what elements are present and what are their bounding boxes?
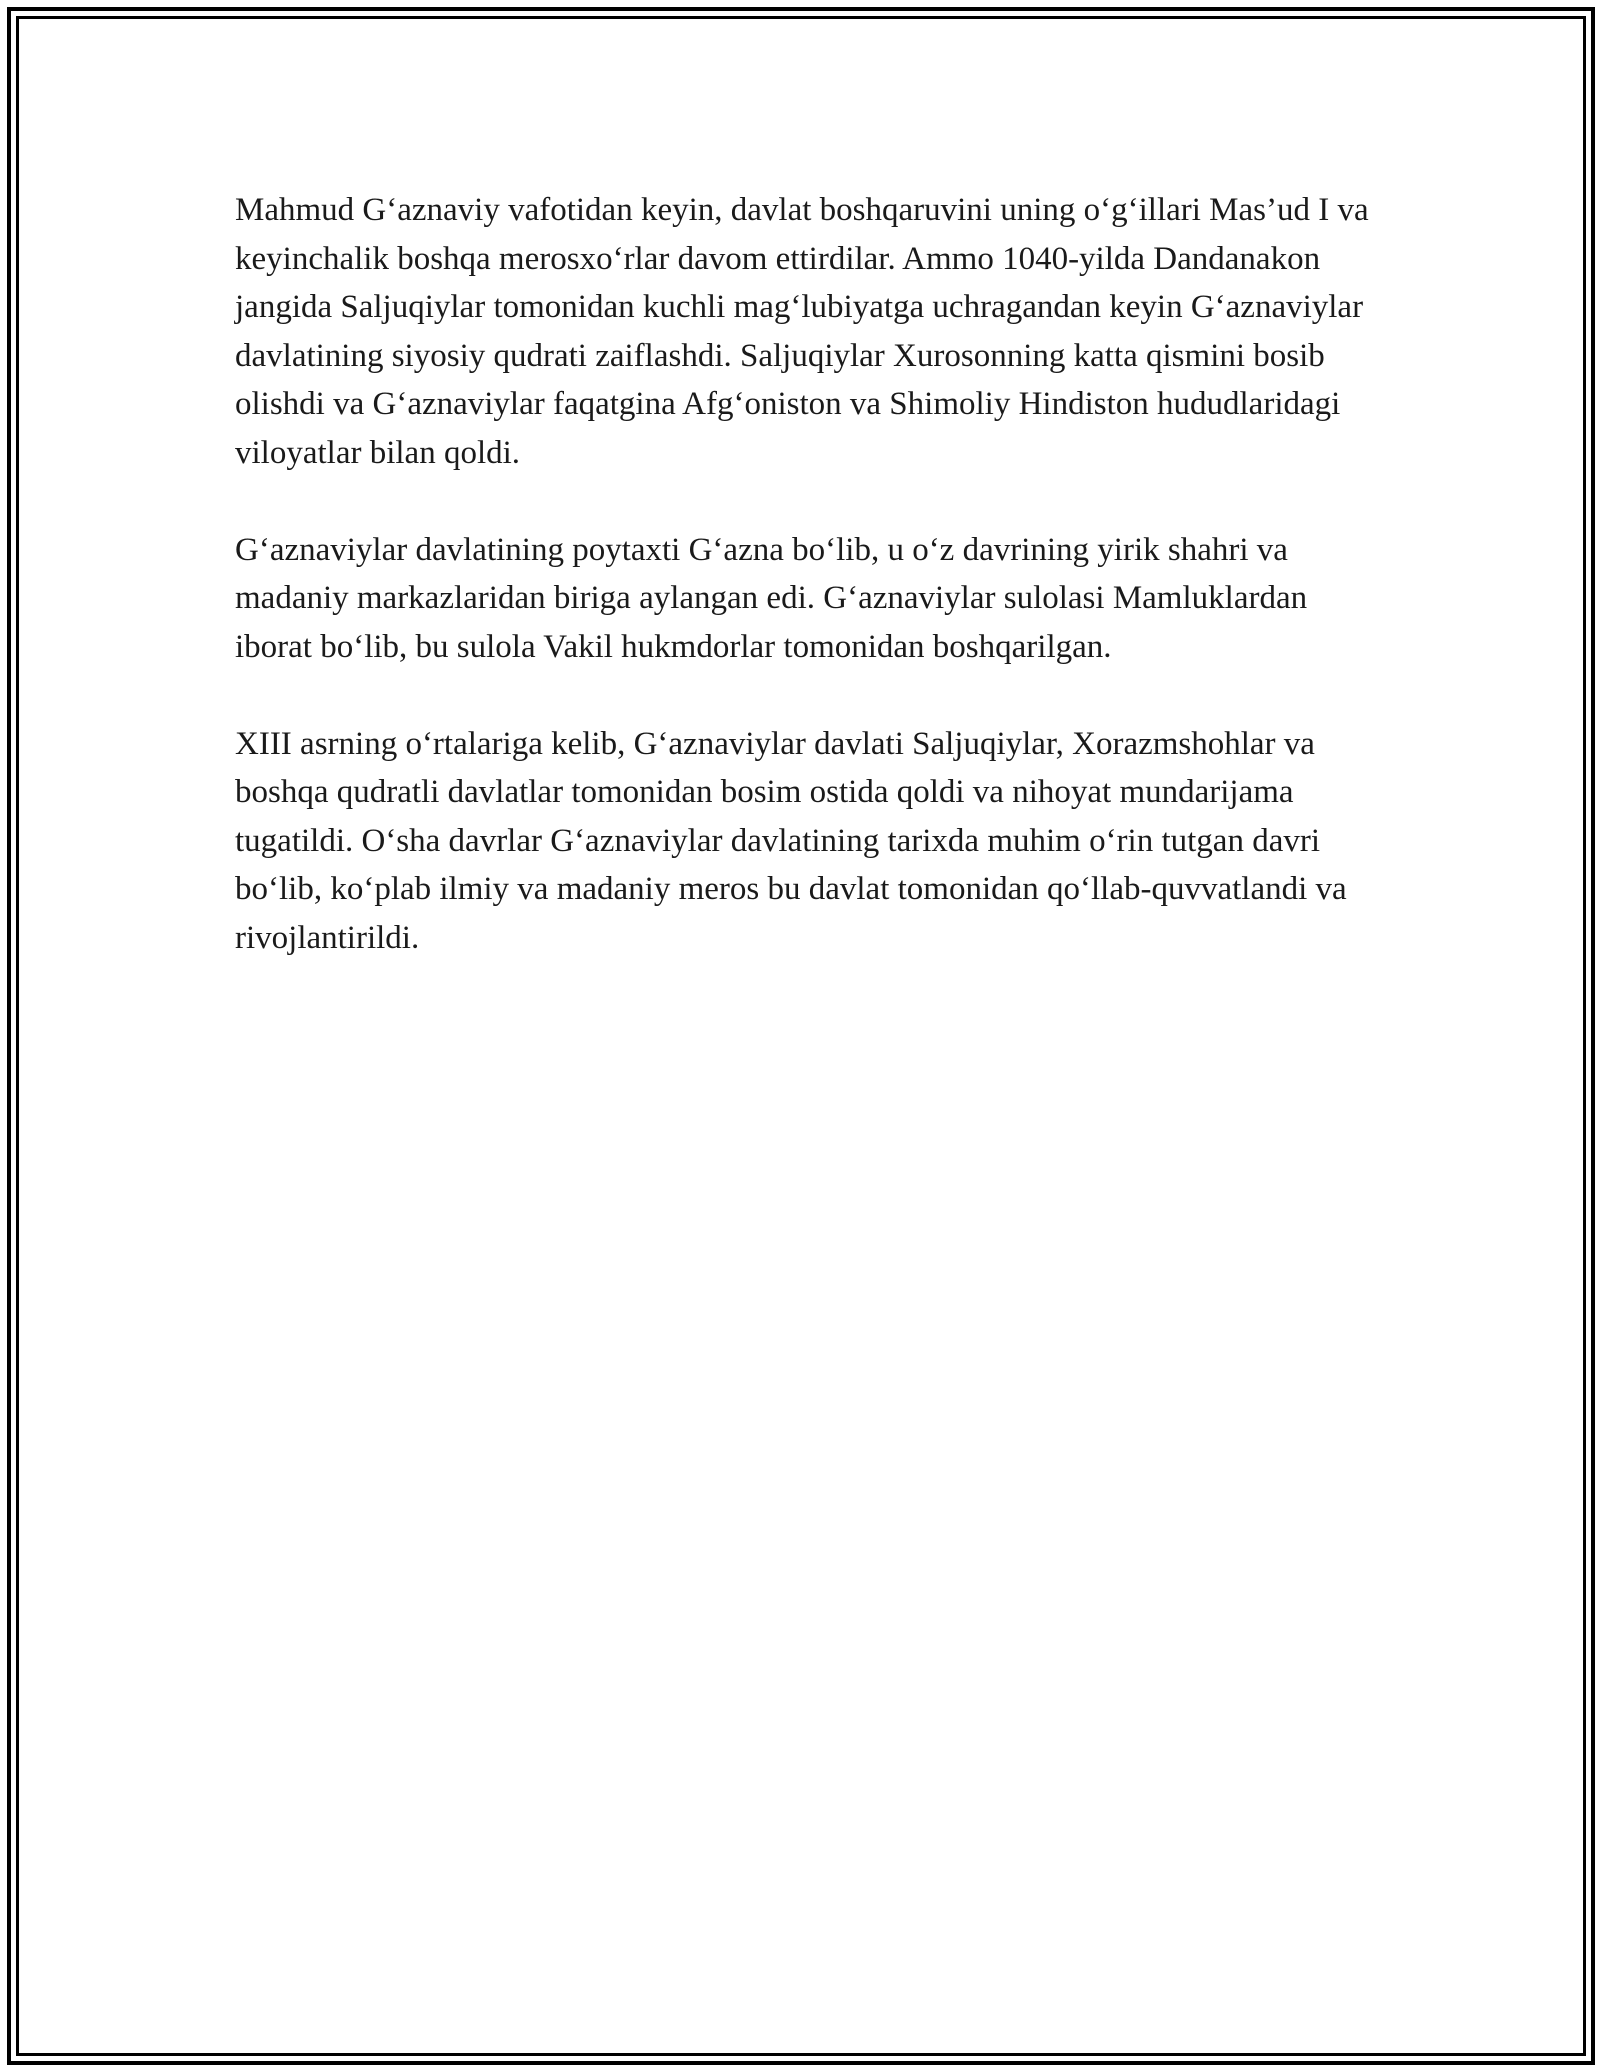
paragraph-1: Mahmud G‘aznaviy vafotidan keyin, davlat boshqaruvini uning o‘g‘illari Mas’ud I va keyinchalik boshqa merosxo‘rlar davom ettirdilar. Ammo 1040-yilda Dandanakon jangida Saljuqiylar tomonidan kuchli mag‘lubiyatga uchragandan keyin G‘aznaviylar davlatining siyosiy qudrati zaiflashdi. Saljuqiylar Xurosonning katta qismini bosib olishdi va G‘aznaviylar faqatgina Afg‘oniston va Shimoliy Hindiston hududlaridagi viloyatlar bilan qoldi. <box>235 192 1369 471</box>
paragraph-2: G‘aznaviylar davlatining poytaxti G‘azna bo‘lib, u o‘z davrining yirik shahri va madaniy markazlaridan biriga aylangan edi. G‘aznaviylar sulolasi Mamluklardan iborat bo‘lib, bu sulola Vakil hukmdorlar tomonidan boshqarilgan. <box>235 531 1308 665</box>
document-body <box>235 186 1375 1011</box>
paragraph-3: XIII asrning o‘rtalariga kelib, G‘aznaviylar davlati Saljuqiylar, Xorazmshohlar va boshqa qudratli davlatlar tomonidan bosim ostida qoldi va nihoyat mundarijama tugatildi. O‘sha davrlar G‘aznaviylar davlatining tarixda muhim o‘rin tutgan davri bo‘lib, ko‘plab ilmiy va madaniy meros bu davlat tomonidan qo‘llab-quvvatlandi va rivojlantirildi. <box>235 725 1347 956</box>
